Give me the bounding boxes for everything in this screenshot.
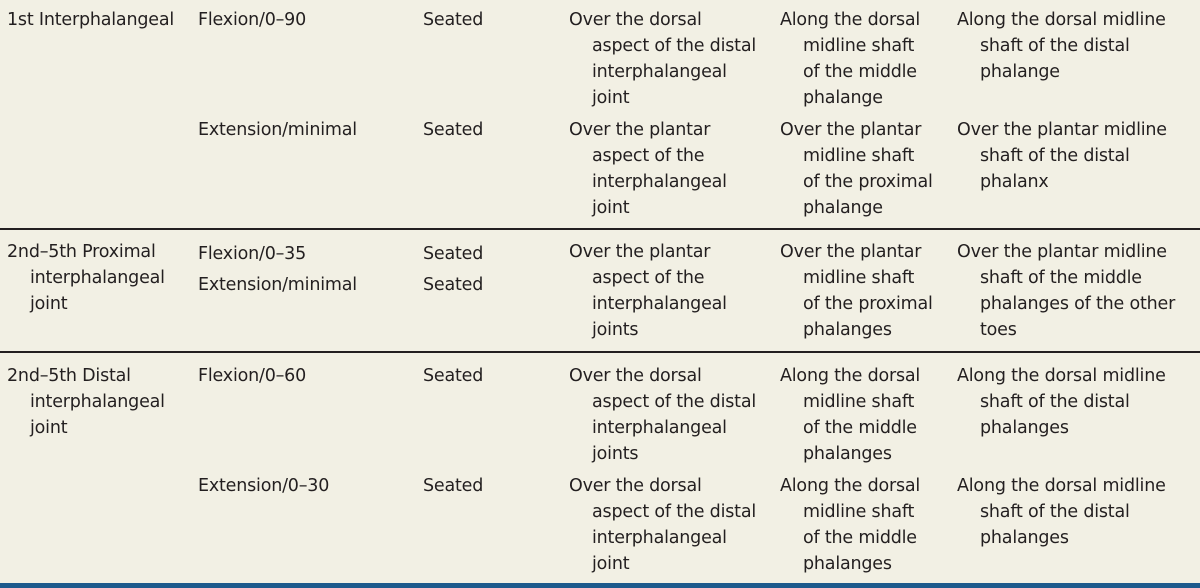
motion-line: Extension/minimal	[198, 275, 357, 295]
joint-line: joint	[30, 294, 68, 314]
position-line: Seated	[423, 366, 484, 386]
table-row-2nd-5th-proximal	[0, 229, 1200, 352]
stationary-arm-line: midline shaft	[803, 392, 915, 412]
position-line: Seated	[423, 244, 484, 264]
joint-line: interphalangeal	[30, 268, 165, 288]
joint-line: 2nd–5th Distal	[7, 366, 131, 386]
movable-arm-line: phalanges of the other	[980, 294, 1176, 314]
position-cell	[423, 7, 483, 33]
movable-arm-line: shaft of the distal	[980, 36, 1130, 56]
axis-line: interphalangeal	[592, 172, 727, 192]
movable-arm-line: Along the dorsal midline	[957, 366, 1166, 386]
movable-arm-cell	[957, 117, 1167, 195]
stationary-arm-line: midline shaft	[803, 268, 915, 288]
stationary-arm-cell	[780, 473, 920, 577]
axis-line: joint	[592, 88, 630, 108]
joint-cell	[7, 239, 165, 317]
axis-line: aspect of the	[592, 146, 705, 166]
motion-line: Flexion/0–35	[198, 244, 307, 264]
axis-line: aspect of the distal	[592, 36, 757, 56]
movable-arm-line: phalanx	[980, 172, 1049, 192]
joint-line: 1st Interphalangeal	[7, 10, 175, 30]
joint-cell	[7, 363, 165, 441]
stationary-arm-line: Along the dorsal	[780, 10, 921, 30]
axis-cell	[569, 7, 756, 111]
axis-line: aspect of the distal	[592, 502, 757, 522]
stationary-arm-cell	[780, 117, 933, 221]
axis-cell	[569, 473, 756, 577]
stationary-arm-line: of the middle	[803, 62, 917, 82]
stationary-arm-line: phalange	[803, 198, 883, 218]
axis-line: aspect of the distal	[592, 392, 757, 412]
stationary-arm-line: phalanges	[803, 554, 892, 574]
stationary-arm-line: midline shaft	[803, 502, 915, 522]
stationary-arm-line: phalanges	[803, 320, 892, 340]
axis-line: interphalangeal	[592, 418, 727, 438]
motion-line: Extension/minimal	[198, 120, 357, 140]
joint-line: joint	[30, 418, 68, 438]
stationary-arm-line: of the middle	[803, 418, 917, 438]
movable-arm-line: phalanges	[980, 418, 1069, 438]
stationary-arm-line: phalanges	[803, 444, 892, 464]
movable-arm-line: Over the plantar midline	[957, 242, 1167, 262]
stationary-arm-line: Over the plantar	[780, 242, 922, 262]
axis-line: joint	[592, 554, 630, 574]
axis-line: interphalangeal	[592, 62, 727, 82]
movable-arm-cell	[957, 239, 1175, 343]
movable-arm-line: toes	[980, 320, 1017, 340]
stationary-arm-cell	[780, 363, 920, 467]
stationary-arm-line: Along the dorsal	[780, 366, 921, 386]
axis-line: Over the plantar	[569, 120, 711, 140]
movable-arm-line: shaft of the distal	[980, 502, 1130, 522]
axis-line: Over the dorsal	[569, 366, 702, 386]
position-cell	[423, 473, 483, 499]
movable-arm-line: Along the dorsal midline	[957, 10, 1166, 30]
axis-line: interphalangeal	[592, 528, 727, 548]
motion-line: Extension/0–30	[198, 476, 330, 496]
stationary-arm-line: of the proximal	[803, 172, 933, 192]
stationary-arm-line: Along the dorsal	[780, 476, 921, 496]
stationary-arm-line: phalange	[803, 88, 883, 108]
joint-line: 2nd–5th Proximal	[7, 242, 156, 262]
joint-cell	[7, 7, 174, 33]
joint-line: interphalangeal	[30, 392, 165, 412]
axis-line: Over the plantar	[569, 242, 711, 262]
motion-cell	[198, 7, 306, 33]
position-cell	[423, 117, 483, 143]
motion-cell	[198, 239, 357, 301]
axis-line: Over the dorsal	[569, 476, 702, 496]
axis-line: Over the dorsal	[569, 10, 702, 30]
table-row-2nd-5th-distal	[0, 352, 1200, 583]
motion-line: Flexion/0–90	[198, 10, 307, 30]
table-bottom-border	[0, 583, 1200, 588]
movable-arm-line: shaft of the distal	[980, 392, 1130, 412]
position-line: Seated	[423, 275, 484, 295]
position-cell	[423, 363, 483, 389]
axis-line: joints	[592, 444, 639, 464]
stationary-arm-line: Over the plantar	[780, 120, 922, 140]
stationary-arm-line: midline shaft	[803, 36, 915, 56]
motion-cell	[198, 473, 329, 499]
movable-arm-line: Along the dorsal midline	[957, 476, 1166, 496]
stationary-arm-line: of the middle	[803, 528, 917, 548]
movable-arm-line: phalanges	[980, 528, 1069, 548]
stationary-arm-cell	[780, 239, 933, 343]
position-line: Seated	[423, 10, 484, 30]
position-line: Seated	[423, 476, 484, 496]
motion-line: Flexion/0–60	[198, 366, 307, 386]
movable-arm-line: phalange	[980, 62, 1060, 82]
axis-line: joints	[592, 320, 639, 340]
movable-arm-cell	[957, 7, 1166, 85]
motion-cell	[198, 117, 357, 143]
movable-arm-cell	[957, 363, 1166, 441]
movable-arm-line: Over the plantar midline	[957, 120, 1167, 140]
movable-arm-line: shaft of the distal	[980, 146, 1130, 166]
stationary-arm-line: midline shaft	[803, 146, 915, 166]
axis-cell	[569, 363, 756, 467]
axis-cell	[569, 117, 727, 221]
position-line: Seated	[423, 120, 484, 140]
stationary-arm-line: of the proximal	[803, 294, 933, 314]
table-row-1st-interphalangeal	[0, 0, 1200, 229]
movable-arm-cell	[957, 473, 1166, 551]
stationary-arm-cell	[780, 7, 920, 111]
motion-cell	[198, 363, 306, 389]
axis-line: joint	[592, 198, 630, 218]
axis-cell	[569, 239, 727, 343]
axis-line: interphalangeal	[592, 294, 727, 314]
axis-line: aspect of the	[592, 268, 705, 288]
position-cell	[423, 239, 483, 301]
movable-arm-line: shaft of the middle	[980, 268, 1142, 288]
